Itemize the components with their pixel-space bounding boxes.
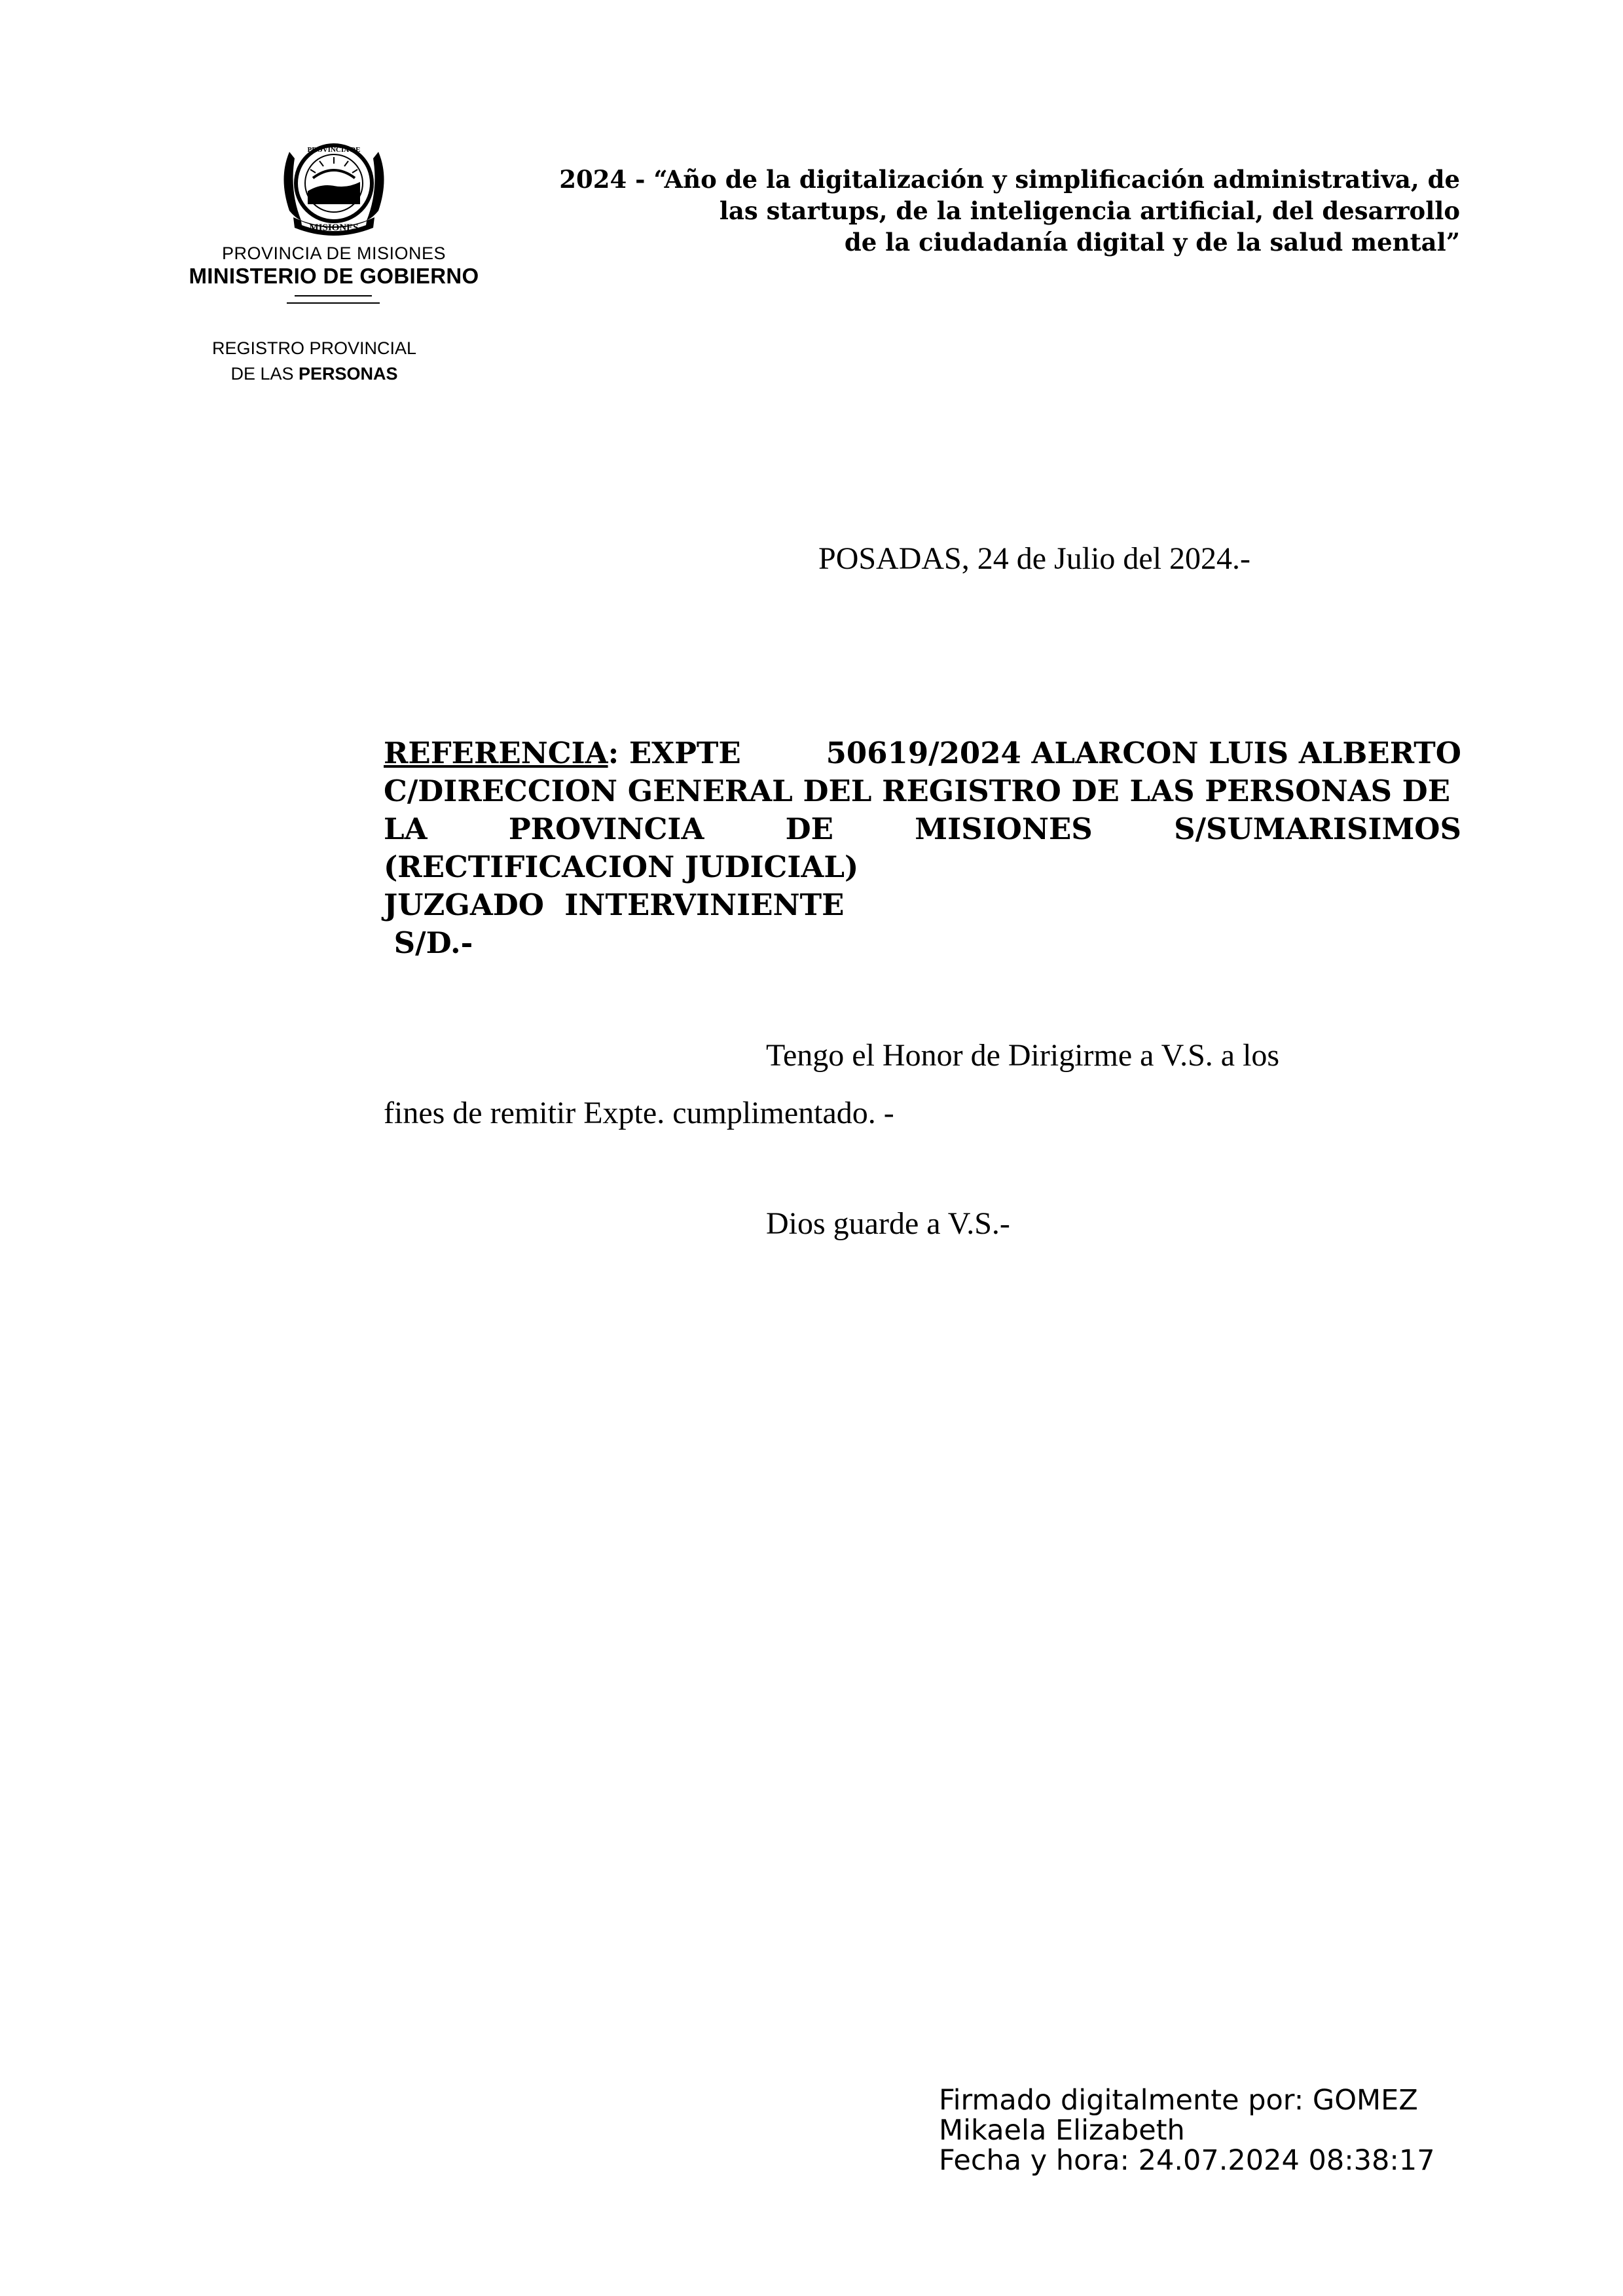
reference-word: PROVINCIA <box>508 812 704 846</box>
body-line-1: Tengo el Honor de Dirigirme a V.S. a los <box>766 1038 1280 1073</box>
reference-word: S/SUMARISIMOS <box>1174 812 1461 846</box>
registry-line-2-bold: PERSONAS <box>299 364 398 384</box>
reference-case: 50619/2024 ALARCON LUIS ALBERTO <box>826 736 1461 770</box>
emblem-text-bottom: MISIONES <box>309 223 359 233</box>
reference-line-6: S/D.- <box>384 925 473 960</box>
reference-block <box>384 734 1461 962</box>
signature-line-1: Firmado digitalmente por: GOMEZ <box>939 2084 1418 2117</box>
motto-line-2: las startups, de la inteligencia artificial, del desarrollo <box>719 196 1460 225</box>
reference-line-2: C/DIRECCION GENERAL DEL REGISTRO DE LAS PERSONAS DE <box>384 774 1451 808</box>
ministry-heading <box>177 243 491 289</box>
digital-signature <box>939 2085 1435 2176</box>
reference-colon: : <box>608 736 619 770</box>
closing-line: Dios guarde a V.S.- <box>766 1206 1010 1241</box>
reference-word: MISIONES <box>915 812 1093 846</box>
reference-label: REFERENCIA <box>384 736 608 770</box>
motto-line-3: de la ciudadanía digital y de la salud mental” <box>844 228 1460 257</box>
reference-word: DE <box>785 812 833 846</box>
signature-line-2: Mikaela Elizabeth <box>939 2114 1185 2147</box>
motto-line-1: 2024 - “Año de la digitalización y simplificación administrativa, de <box>559 165 1460 194</box>
registry-line-1: REGISTRO PROVINCIAL <box>211 338 417 358</box>
registry-line-2 <box>190 361 439 387</box>
reference-head <box>384 734 741 772</box>
provincial-coat-of-arms-icon <box>275 126 393 240</box>
reference-expte: EXPTE <box>629 736 741 770</box>
province-name: PROVINCIA DE MISIONES <box>221 243 447 263</box>
reference-word: LA <box>384 812 428 846</box>
reference-line-5: JUZGADO INTERVINIENTE <box>384 888 845 922</box>
registry-name <box>190 336 439 387</box>
ministry-divider <box>287 302 380 304</box>
ministry-divider <box>295 295 372 296</box>
ministry-name: MINISTERIO DE GOBIERNO <box>189 264 479 289</box>
registry-line-2-prefix: DE LAS <box>230 364 299 384</box>
emblem-text-top: PROVINCIA DE <box>307 146 361 154</box>
body-line-2: fines de remitir Expte. cumplimentado. - <box>384 1096 894 1130</box>
reference-line-4: (RECTIFICACION JUDICIAL) <box>384 850 859 884</box>
document-date: POSADAS, 24 de Julio del 2024.- <box>818 541 1251 576</box>
reference-line-1 <box>384 734 1461 772</box>
reference-line-3 <box>384 810 1461 848</box>
year-motto <box>498 164 1460 258</box>
signature-line-3: Fecha y hora: 24.07.2024 08:38:17 <box>939 2144 1435 2177</box>
